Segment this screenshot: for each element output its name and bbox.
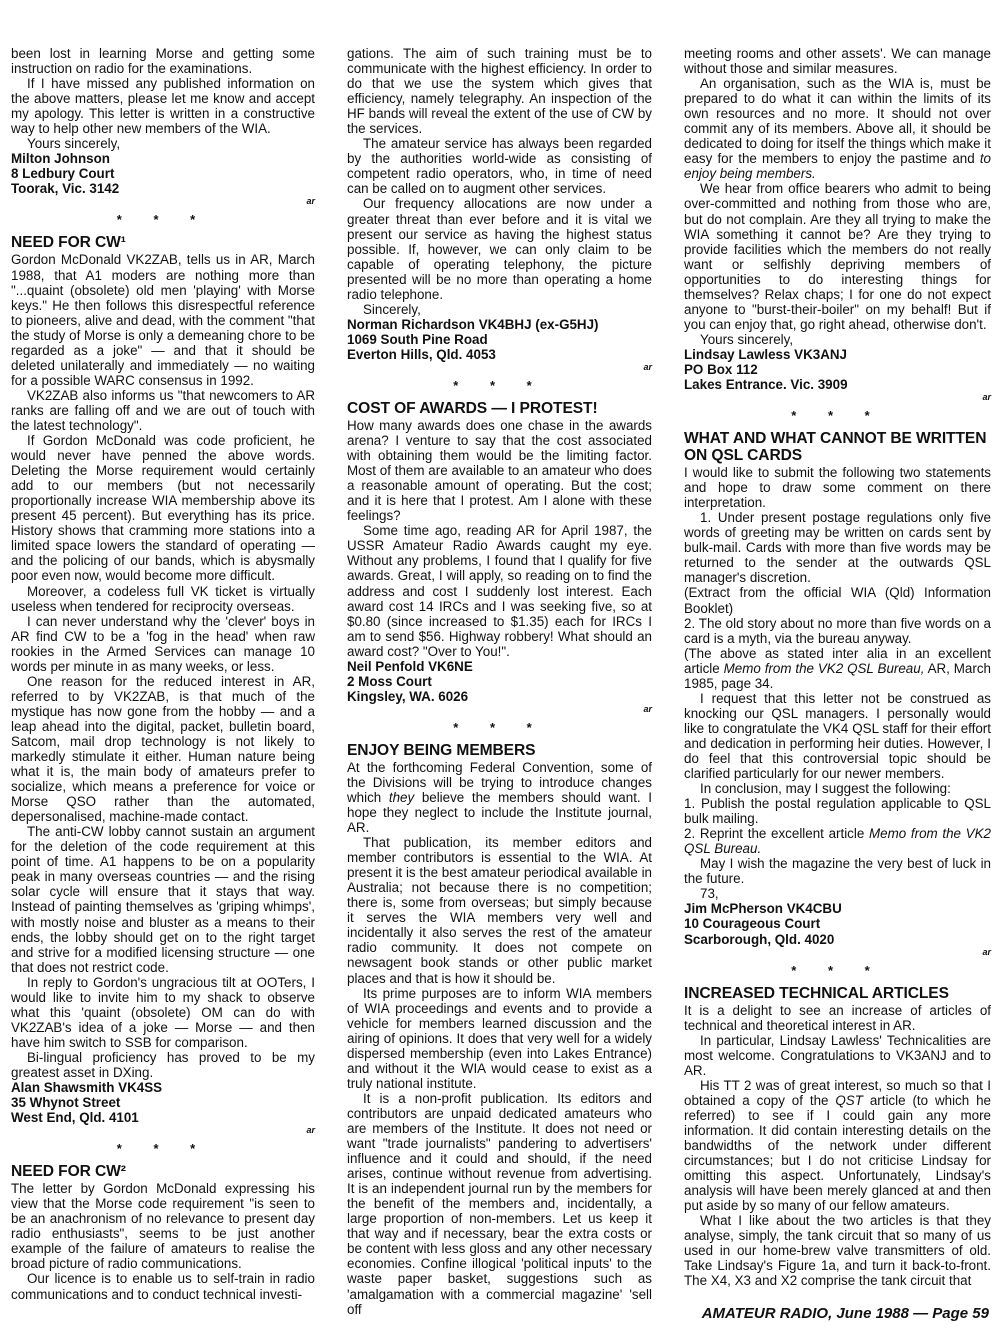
end-mark: ar <box>643 703 652 714</box>
column-1 <box>11 46 315 1302</box>
section-separator: * * * <box>791 408 884 424</box>
paragraph: We hear from office bearers who admit to being over-committed and nothing from those who are, but do not complain. Are they all trying to make the WIA something it cannot be? Are they trying to provide facilities which the members do not really want or selfishly depriving members of opportunities to do interesting things for themselves? Relax chaps; I for one do not expect anyone to "burst-their-boiler" on my behalf! But if you can enjoy that, go right ahead, otherwise don't. <box>684 181 991 332</box>
paragraph: been lost in learning Morse and getting some instruction on radio for the examinations. <box>11 46 315 77</box>
paragraph: I can never understand why the 'clever' boys in AR find CW to be a 'fog in the head' when raw rookies in the Armed Services can manage 10 words per minute in as many weeks, or less. <box>11 613 315 674</box>
paragraph: May I wish the magazine the very best of luck in the future. <box>684 856 991 887</box>
paragraph: At the forthcoming Federal Convention, some of the Divisions will be trying to introduce changes which they believe the members should want. I hope they neglect to include the Institute journal, AR. <box>347 759 652 836</box>
letter-closing: Sincerely, <box>363 301 421 317</box>
paragraph: How many awards does one chase in the awards arena? I venture to say that the cost associated with obtaining them would be the limiting factor. Most of them are available to an amateur who does a reasonable amount of operating. But the cost; and it is here that I protest. Am I alone with these feelings? <box>347 417 652 524</box>
signature-name: Milton Johnson <box>11 151 110 167</box>
paragraph: Moreover, a codeless full VK ticket is virtually useless when tendered for reciprocity overseas. <box>11 583 315 614</box>
end-mark: ar <box>306 1125 315 1136</box>
letter-heading: WHAT AND WHAT CANNOT BE WRITTEN ON QSL CARDS <box>684 430 987 465</box>
letter-heading: INCREASED TECHNICAL ARTICLES <box>684 984 949 1002</box>
paragraph: (Extract from the official WIA (Qld) Information Booklet) <box>684 585 991 616</box>
end-mark: ar <box>306 196 315 207</box>
letter-heading: ENJOY BEING MEMBERS <box>347 741 536 759</box>
signature-address: 10 Courageous Court <box>684 916 821 932</box>
paragraph: Its prime purposes are to inform WIA members of WIA proceedings and events and to provide a vehicle for members learned discussion and the airing of opinions. It does that very well for a widely dispersed membership (even into Lakes Entrance) and without it the WIA would cease to exist as a truly national institute. <box>347 985 652 1091</box>
signature-name: Norman Richardson VK4BHJ (ex-G5HJ) <box>347 316 599 332</box>
signature-address: West End, Qld. 4101 <box>11 1110 139 1126</box>
paragraph: gations. The aim of such training must be to communicate with the highest efficiency. In order to do that we use the system which gives that efficiency, namely telegraphy. An inspection of the HF bands will reveal the extent of the use of CW by the services. <box>347 46 652 137</box>
letter-closing: Yours sincerely, <box>700 331 794 347</box>
letter-heading: COST OF AWARDS — I PROTEST! <box>347 399 598 417</box>
column-3 <box>684 46 991 1298</box>
paragraph: 73, <box>700 886 719 902</box>
paragraph: It is a non-profit publication. Its editors and contributors are unpaid dedicated amateurs who are members of the Institute. It does not need or want "trade journalists" pandering to advertisers' influence and it could and should, if the need arises, continue without revenue from advertising. It is an independent journal run by the members for the benefit of the members and, incidentally, a large proportion of non-members. Let us keep it that way and if necessary, bear the extra costs or be content with less gloss and any other necessary economies. Confine illogical 'political inputs' to the waste paper basket, suggestions such as 'amalgamation with a commercial magazine' 'sell off <box>347 1090 652 1317</box>
paragraph: 1. Publish the postal regulation applicable to QSL bulk mailing. <box>684 796 991 827</box>
paragraph: VK2ZAB also informs us "that newcomers to AR ranks are falling off and we are out of touch with the latest technology". <box>11 387 315 433</box>
letter-heading: NEED FOR CW¹ <box>11 234 126 252</box>
paragraph: In reply to Gordon's ungracious tilt at OOTers, I would like to invite him to my shack to observe what this 'quaint (obsolete) OM can do with VK2ZAB's idea of a joke — Morse — and then have him switch to SSB for comparison. <box>11 974 315 1050</box>
paragraph: Some time ago, reading AR for April 1987, the USSR Amateur Radio Awards caught my eye. Without any problems, I found that I qualify for five awards. Great, I will apply, so reading on to find the address and cost I suddenly lost interest. Each award cost 14 IRCs and I was seeking five, so at $0.80 (since increased to $1.35) each for IRCs I am to send $56. Highway robbery! What should an award cost? "Over to You!". <box>347 523 652 659</box>
paragraph: The anti-CW lobby cannot sustain an argument for the deletion of the code requirement at this point of time. A1 happens to be on a popularity peak in many overseas countries — and the rising solar cycle will ensure that it stays that way. Instead of painting themselves as 'griping whimps', with mostly noise and bluster as a means to their ends, the lobby should get on to the right target and strive for a modified licensing structure — one that does not restrict code. <box>11 824 315 975</box>
paragraph: What I like about the two articles is that they analyse, simply, the tank circuit that so many of us used in our home-brew valve transmitters of old. Take Lindsay's Figure 1a, and turn it back-to-front. The X4, X3 and X2 comprise the tank circuit that <box>684 1213 991 1289</box>
section-separator: * * * <box>453 377 546 393</box>
paragraph: The amateur service has always been regarded by the authorities world-wide as consisting of competent radio operators, who, in time of need can be called on to augment other services. <box>347 136 652 197</box>
column-2 <box>347 46 652 1317</box>
signature-address: Lakes Entrance. Vic. 3909 <box>684 377 848 393</box>
signature-address: 35 Whynot Street <box>11 1095 121 1111</box>
paragraph: It is a delight to see an increase of articles of technical and theoretical interest in AR. <box>684 1002 991 1033</box>
paragraph: Our frequency allocations are now under a greater threat than ever before and it is vital we present our service as having the highest status possible. If, however, we can only claim to be capable of operating telephony, the picture presented will be no more than operating a home radio telephone. <box>347 196 652 302</box>
signature-name: Alan Shawsmith VK4SS <box>11 1080 163 1096</box>
paragraph: An organisation, such as the WIA is, must be prepared to do what it can within the limits of its own resources and no more. It should not over commit any of its members. Above all, it should be dedicated to doing for itself the things which make it easy for the members to enjoy the pastime and to enjoy being members. <box>684 76 991 182</box>
signature-address: Kingsley, WA. 6026 <box>347 688 469 704</box>
issue-and-page: June 1988 — Page 59 <box>832 1305 989 1322</box>
signature-address: 8 Ledbury Court <box>11 166 115 182</box>
paragraph: The letter by Gordon McDonald expressing his view that the Morse code requirement "is seen to be an anachronism of no relevance to present day radio enthusiasts", seems to be just another example of the failure of amateurs to realise the broad picture of radio communications. <box>11 1181 315 1272</box>
signature-name: Lindsay Lawless VK3ANJ <box>684 346 847 362</box>
section-separator: * * * <box>116 1141 210 1157</box>
magazine-name: AMATEUR RADIO, <box>701 1305 833 1322</box>
end-mark: ar <box>643 361 652 372</box>
signature-address: 1069 South Pine Road <box>347 331 488 347</box>
paragraph: 2. The old story about no more than five words on a card is a myth, via the bureau anyway. <box>684 615 991 646</box>
paragraph: If I have missed any published information on the above matters, please let me know and accept my apology. This letter is written in a constructive way to help other new members of the WIA. <box>11 76 315 137</box>
end-mark: ar <box>982 946 991 957</box>
signature-address: Scarborough, Qld. 4020 <box>684 931 835 947</box>
paragraph: That publication, its member editors and member contributors is essential to the WIA. At present it is the best amateur periodical available in Australia; not because there is no competition; there is, some from overseas; but simply because it serves the WIA members very well and incidentally it also serves the rest of the amateur radio community. It does not compete on newsagent book stands or other public market places and that is how it should be. <box>347 835 652 986</box>
paragraph: I would like to submit the following two statements and hope to draw some comment on there interpretation. <box>684 465 991 511</box>
signature-address: Everton Hills, Qld. 4053 <box>347 346 496 362</box>
paragraph: 1. Under present postage regulations only five words of greeting may be written on cards sent by bulk-mail. Cards with more than five words may be returned to the sender at the outwards QSL manager's discretion. <box>684 510 991 586</box>
paragraph: If Gordon McDonald was code proficient, he would never have penned the above words. Deleting the Morse requirement would certainly add to our members (but not necessarily proportionally increase WIA membership above its present 45 percent). But everything has its price. History shows that cramming more stations into a limited space lowers the standard of operating — and the policing of our bands, which is abysmally poor even now, would become more difficult. <box>11 433 315 584</box>
letter-heading: NEED FOR CW² <box>11 1163 126 1181</box>
paragraph: 2. Reprint the excellent article Memo from the VK2 QSL Bureau. <box>684 826 991 857</box>
paragraph: Our licence is to enable us to self-train in radio communications and to conduct technical investi- <box>11 1271 315 1302</box>
paragraph: meeting rooms and other assets'. We can manage without those and similar measures. <box>684 46 991 77</box>
section-separator: * * * <box>453 719 546 735</box>
paragraph: One reason for the reduced interest in AR, referred to by VK2ZAB, is that much of the mystique has now gone from the hobby — and a leap ahead into the digital, packet, bulletin board, Satcom, mail drop technology is not likely to markedly stimulate it either. Human nature being what it is, the main body of amateurs prefer to socialize, which means a preference for voice or Morse QSO rather than the automated, depersonalised, machine-made contact. <box>11 673 315 825</box>
signature-address: Toorak, Vic. 3142 <box>11 181 120 197</box>
paragraph: I request that this letter not be construed as knocking our QSL managers. I personally would like to congratulate the VK4 QSL staff for their effort and dedication in performing heir duties. However, I do feel that this controversial topic should be clarified particularly for our newer members. <box>684 690 991 782</box>
paragraph: In particular, Lindsay Lawless' Technicalities are most welcome. Congratulations to VK3ANJ and to AR. <box>684 1032 991 1078</box>
signature-address: PO Box 112 <box>684 361 758 377</box>
letter-closing: Yours sincerely, <box>27 136 121 152</box>
paragraph: Bi-lingual proficiency has proved to be my greatest asset in DXing. <box>11 1049 315 1080</box>
paragraph: Gordon McDonald VK2ZAB, tells us in AR, March 1988, that A1 moders are nothing more than "...quaint (obsolete) old men 'playing' with Morse keys." He then follows this disrespectful reference to pioneers, alive and dead, with the comment "that the study of Morse is only a demeaning chore to be regarded as a joke" — and that it should be deleted unilaterally and immediately — no waiting for a possible WARC consensus in 1992. <box>11 252 315 388</box>
page-footer <box>702 1305 989 1322</box>
paragraph: His TT 2 was of great interest, so much so that I obtained a copy of the QST article (to which he referred) to see if I could gain any more information. It did contain interesting details on the bandwidths of the network under different circumstances; but I do not criticise Lindsay for omitting this aspect. Unfortunately, Lindsay's analysis will have been merely glanced at and then put aside by so many of our fellow amateurs. <box>684 1077 991 1214</box>
end-mark: ar <box>982 392 991 403</box>
paragraph: In conclusion, may I suggest the following: <box>700 781 951 797</box>
signature-name: Neil Penfold VK6NE <box>347 658 473 674</box>
signature-name: Jim McPherson VK4CBU <box>684 901 842 917</box>
paragraph: (The above as stated inter alia in an excellent article Memo from the VK2 QSL Bureau, AR, March 1985, page 34. <box>684 645 991 691</box>
section-separator: * * * <box>116 212 210 228</box>
signature-address: 2 Moss Court <box>347 673 432 689</box>
section-separator: * * * <box>791 962 884 978</box>
